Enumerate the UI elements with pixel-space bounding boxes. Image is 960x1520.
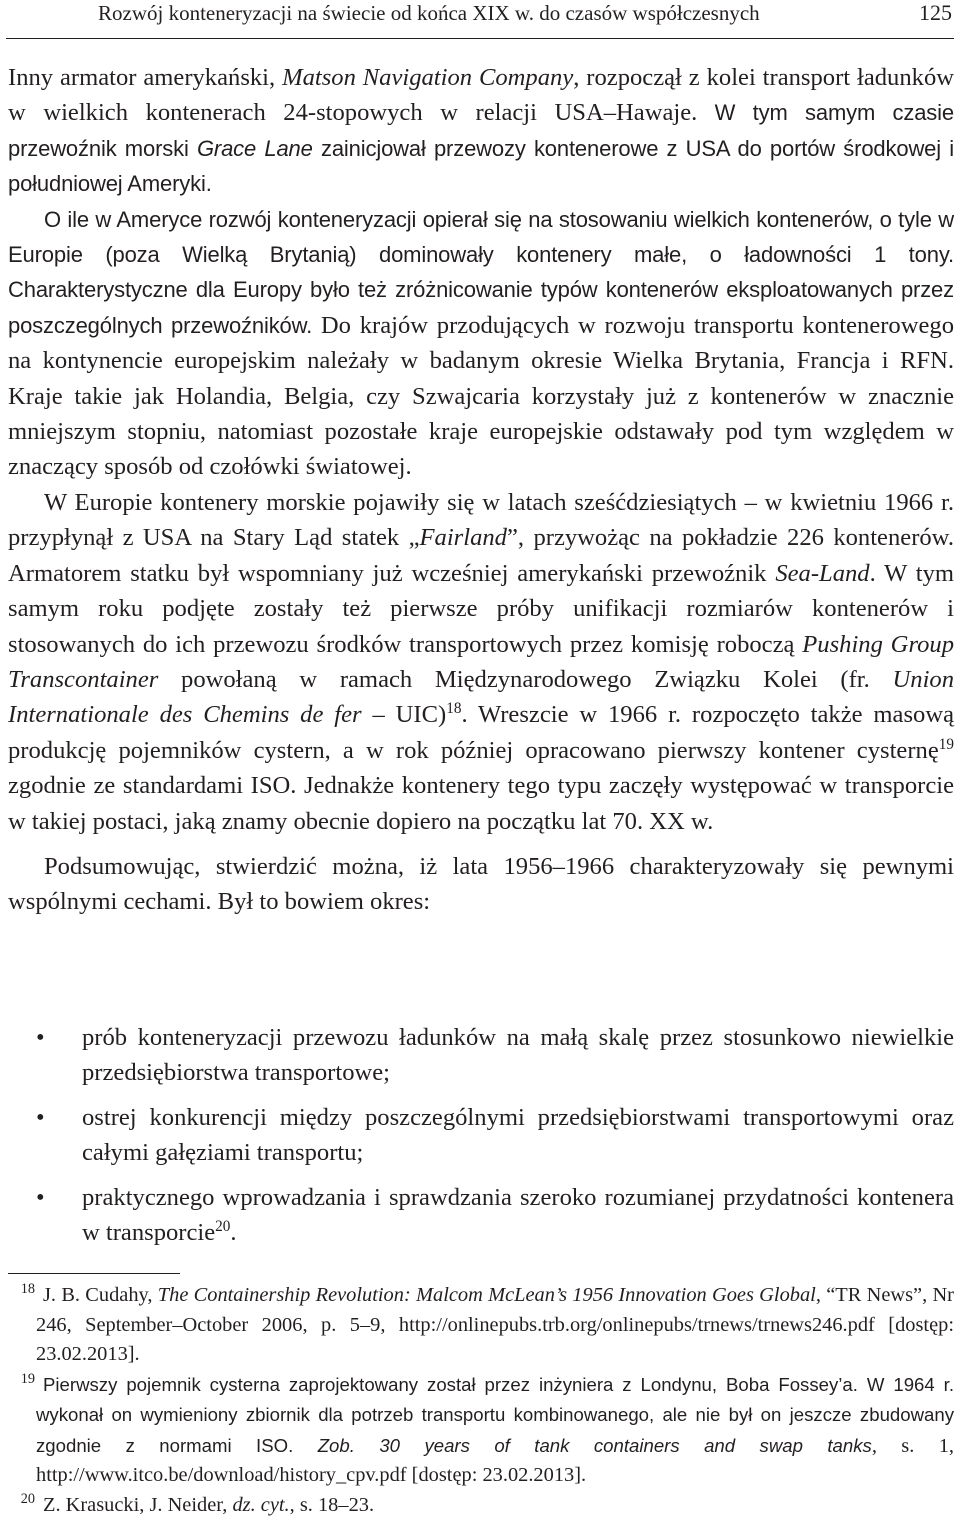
footnote-text: , “TR News”, Nr 246, September–October 2006, p. 5–9, http://onlinepubs.trb.org/onlinepubs/trnews/trnews246.pdf [dostęp: 23.02.2013]. (36, 1284, 954, 1365)
list-item-text: ostrej konkurencji między poszczególnymi przedsiębiorstwami transportowymi oraz całymi gałęziami transportu; (82, 1104, 954, 1166)
footnote-18: 18 J. B. Cudahy, The Containership Revolution: Malcom McLean’s 1956 Innovation Goes Global, “TR News”, Nr 246, September–October 2006, p. 5–9, http://onlinepubs.trb.org/onlinepubs/trnews/trnews246.pdf [dostęp: 23.02.2013]. (8, 1281, 954, 1370)
text-run: ”, przywożąc na pokładzie 226 kontenerów. Armatorem statku był wspomniany już wcześniej amerykański przewoźnik (8, 524, 954, 586)
text-run: . W tym samym roku podjęte zostały też pierwsze próby unifikacji rozmiarów kontenerów i stosowanych do ich przewozu środków transportowych przez komisję roboczą (8, 560, 954, 658)
text-run: Charakterystyczne dla Europy było też zróżnicowanie typów kontenerów eksploatowanych przez poszczególnych przewoźników. (8, 277, 954, 337)
company-name-italic: Sea-Land (775, 560, 869, 587)
header-rule (6, 38, 954, 39)
text-run: – UIC) (362, 701, 447, 728)
running-head-title: Rozwój konteneryzacji na świecie od końca XIX w. do czasów współczesnych (98, 0, 760, 26)
footnote-text: , s. 1, http://www.itco.be/download/history_cpv.pdf [dostęp: 23.02.2013]. (36, 1435, 954, 1487)
text-run: Do krajów przodujących w rozwoju transportu kontenerowego na kontynencie europejskim należały w badanym okresie Wielka Brytania, Francja i RFN. (8, 312, 954, 374)
footnote-separator (8, 1273, 180, 1274)
text-run: zgodnie ze standardami ISO. Jednakże kontenery tego typu zaczęły występować w transporcie w takiej postaci, jaką znamy obecnie dopiero na początku lat 70. XX w. (8, 772, 954, 834)
footnote-20: 20 Z. Krasucki, J. Neider, dz. cyt., s. 18–23. (8, 1491, 954, 1520)
footnote-19: 19 Pierwszy pojemnik cysterna zaprojektowany został przez inżyniera z Londynu, Boba Fossey’a. W 1964 r. wykonał on wymieniony zbiornik dla potrzeb transportu kombinowanego, ale nie był on jeszcze zbudowany zgodnie z normami ISO. Zob. 30 years of tank containers and swap tanks, s. 1, http://www.itco.be/download/history_cpv.pdf [dostęp: 23.02.2013]. (8, 1370, 954, 1491)
bullet-marker: • (36, 1100, 45, 1135)
page-number: 125 (919, 0, 952, 26)
text-run: O ile w Ameryce rozwój konteneryzacji opierał się na stosowaniu wielkich kontenerów, o tyle w Europie (poza Wielką Brytanią) dominowały kontenery małe, o ładowności 1 tony. (8, 207, 954, 267)
footnote-ref-19[interactable]: 19 (939, 736, 954, 753)
body-text (8, 60, 954, 920)
paragraph-1 (8, 60, 954, 202)
footnotes (8, 1281, 954, 1520)
footnote-title-italic: dz. cyt. (232, 1494, 289, 1516)
footnote-text: J. B. Cudahy, (43, 1284, 158, 1306)
ship-name-italic: Fairland (420, 524, 507, 551)
list-item-text: praktycznego wprowadzania i sprawdzania szeroko rozumianej przydatności kontenera w transporcie (82, 1184, 954, 1246)
text-run: Inny armator amerykański, (8, 64, 282, 91)
text-run: zainicjował przewozy kontenerowe z USA do portów środkowej i południowej Ameryki. (8, 136, 954, 196)
footnote-ref-18[interactable]: 18 (446, 700, 461, 717)
list-item (8, 1180, 954, 1251)
text-run: powołaną w ramach Międzynarodowego Związku Kolei (fr. (158, 666, 892, 693)
footnote-text: Z. Krasucki, J. Neider, (43, 1494, 232, 1516)
text-run: Kraje takie jak Holandia, Belgia, czy Szwajcaria korzystały już z kontenerów w znacznie mniejszym stopniu, natomiast pozostałe kraje europejskie odstawały pod tym względem w znaczący sposób od czołówki światowej. (8, 383, 954, 481)
paragraph-2 (8, 202, 954, 485)
footnote-text: Pierwszy pojemnik cysterna zaprojektowany został przez inżyniera z Londynu, Boba Fossey’a. W 1964 r. wykonał on wymieniony zbiornik dla potrzeb transportu kombinowanego, ale nie był on jeszcze zbudowany zgodnie z normami ISO. (36, 1374, 954, 1456)
list-item-text: prób konteneryzacji przewozu ładunków na małą skalę przez stosunkowo niewielkie przedsiębiorstwa transportowe; (82, 1024, 954, 1086)
running-head (0, 0, 960, 40)
bullet-marker: • (36, 1180, 45, 1215)
paragraph-3 (8, 485, 954, 839)
paragraph-4: Podsumowując, stwierdzić można, iż lata 1956–1966 charakteryzowały się pewnymi wspólnymi cechami. Był to bowiem okres: (8, 849, 954, 920)
organization-name-italic: Union Internationale des Chemins de fer (8, 666, 954, 728)
footnote-ref-20[interactable]: 20 (215, 1218, 230, 1235)
bullet-marker: • (36, 1020, 45, 1055)
text-run: W tym samym czasie przewoźnik morski (8, 100, 954, 160)
company-name-italic: Matson Navigation Company (282, 64, 573, 91)
footnote-title-italic: The Containership Revolution: Malcom McLean’s 1956 Innovation Goes Global (158, 1284, 816, 1306)
list-item (8, 1100, 954, 1171)
list-item (8, 1020, 954, 1091)
bullet-list (8, 1020, 954, 1259)
text-run: , rozpoczął z kolei transport ładunków w wielkich kontenerach 24-stopowych w relacji USA–Hawaje. (8, 64, 954, 126)
footnote-title-italic: Zob. 30 years of tank containers and swap tanks (318, 1435, 872, 1456)
commission-name-italic: Pushing Group Transcontainer (8, 631, 954, 693)
company-name-italic: Grace Lane (197, 136, 313, 161)
text-run: . Wreszcie w 1966 r. rozpoczęto także masową produkcję pojemników cystern, a w rok później opracowano pierwszy kontener cysternę (8, 701, 954, 763)
footnote-text: , s. 18–23. (290, 1494, 374, 1516)
list-item-text: . (230, 1219, 236, 1246)
text-run: W Europie kontenery morskie pojawiły się w latach sześćdziesiątych – w kwietniu 1966 r. przypłynął z USA na Stary Ląd statek „ (8, 489, 954, 551)
